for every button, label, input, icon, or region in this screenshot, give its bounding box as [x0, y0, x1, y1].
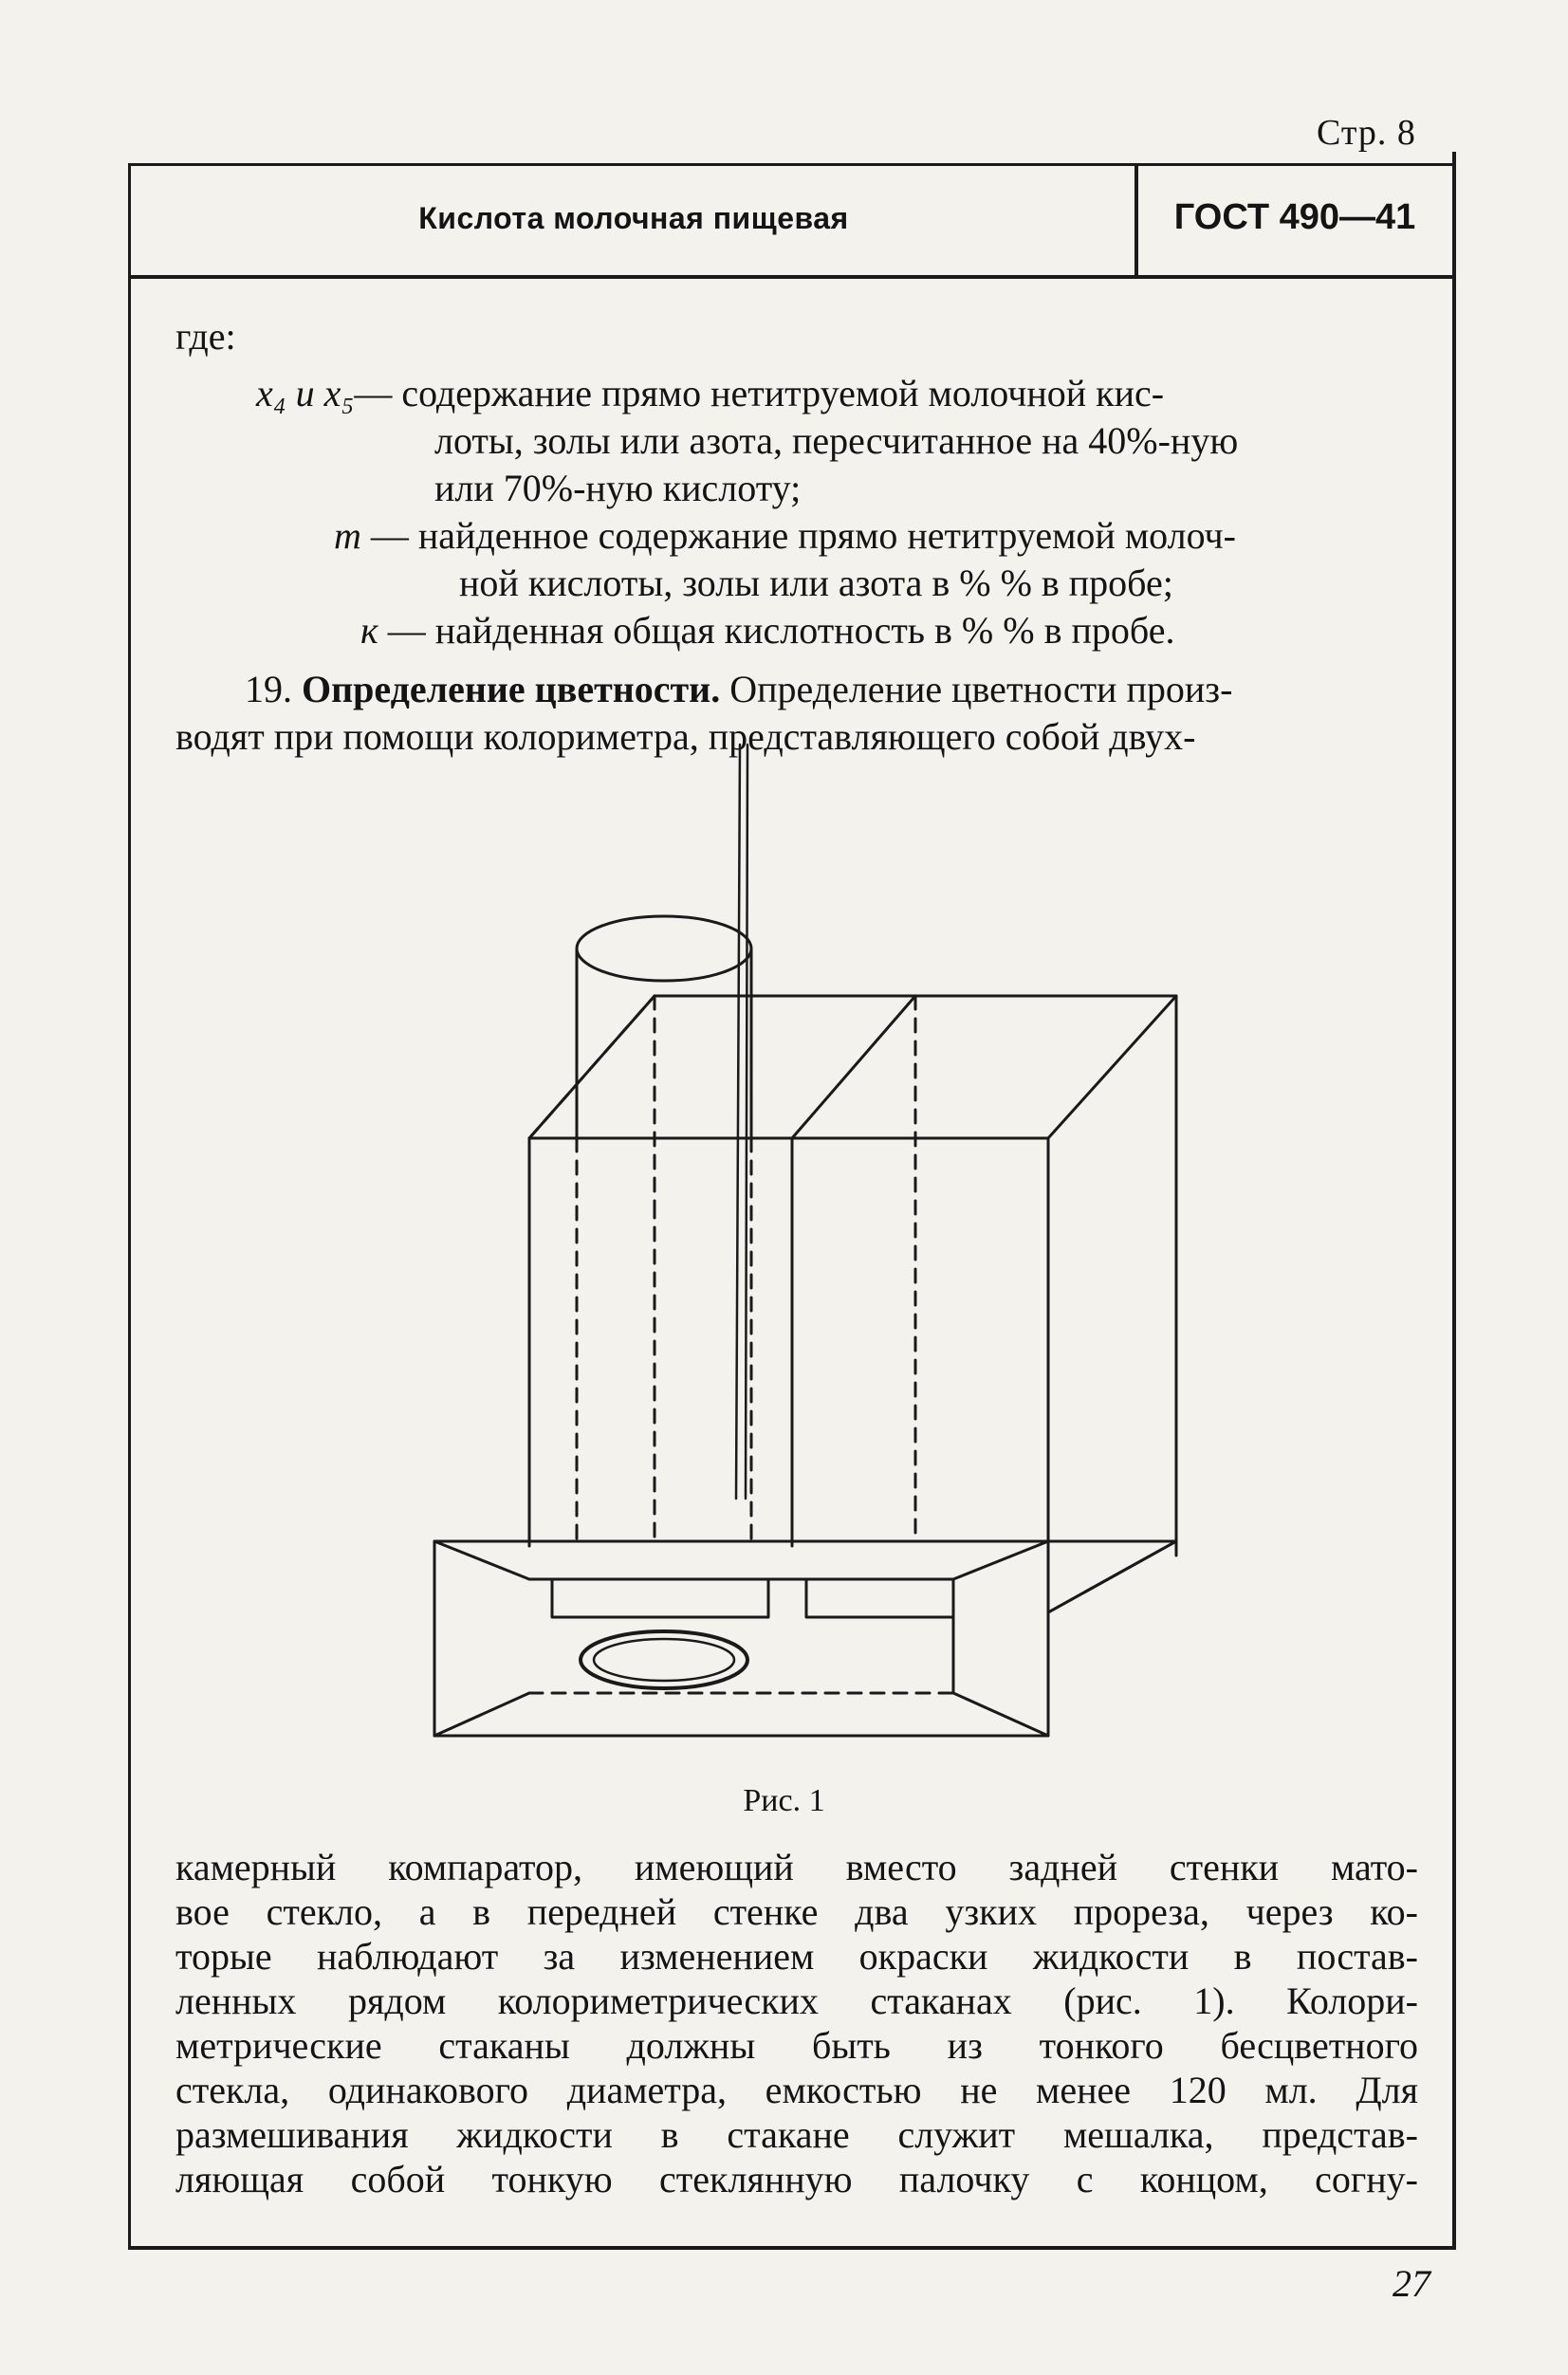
legend-symbol: к: [360, 609, 378, 652]
paragraph-line: ляющая собой тонкую стеклянную палочку с концом, согну-: [175, 2158, 1418, 2200]
viewing-slit-right: [806, 1579, 953, 1617]
base-edge: [953, 1541, 1048, 1579]
paragraph-line: размешивания жидкости в стакане служит мешалка, представ-: [175, 2113, 1418, 2156]
legend-text: или 70%-ную кислоту;: [434, 467, 802, 509]
partition-top-edge: [792, 996, 915, 1138]
legend-intro: где:: [175, 315, 236, 358]
base-edge: [953, 1693, 1048, 1736]
section-text: водят при помощи колориметра, представляющего собой двух-: [175, 715, 1196, 758]
legend-item-x4x5: x₄ и x₅— содержание прямо нетитруемой молочной кис-: [256, 372, 1165, 414]
paragraph-line: торые наблюдают за изменением окраски жидкости в постав-: [175, 1935, 1418, 1978]
base-edge: [434, 1693, 529, 1736]
legend-text: содержание прямо нетитруемой молочной кис-: [401, 372, 1165, 414]
page-number: 27: [1393, 2262, 1430, 2305]
legend-symbol: m: [334, 514, 361, 557]
stirring-rod-line: [736, 745, 740, 1499]
legend-symbol: x₄ и x₅: [256, 372, 355, 414]
legend-text: найденное содержание прямо нетитруемой молоч-: [417, 514, 1236, 557]
legend-text: найденная общая кислотность в % % в пробе.: [434, 609, 1175, 652]
header-top-rule: [128, 163, 1456, 166]
base-edge: [434, 1541, 529, 1579]
legend-item-m: m — найденное содержание прямо нетитруемой молоч-: [334, 514, 1236, 557]
legend-item-x4x5-continued: [434, 417, 1421, 512]
legend-block: [175, 313, 1418, 360]
frame-right-rule: [1452, 152, 1456, 2248]
colorimeter-figure: [417, 740, 1195, 1774]
paragraph-line: метрические стаканы должны быть из тонкого бесцветного: [175, 2024, 1418, 2067]
footer-rule: [128, 2246, 1456, 2250]
glass-top-ellipse: [577, 916, 751, 981]
standard-number: ГОСТ 490—41: [1173, 197, 1416, 237]
legend-item-k: к — найденная общая кислотность в % % в пробе.: [360, 609, 1175, 652]
legend-text: ной кислоты, золы или азота в % % в пробе;: [459, 562, 1173, 604]
legend-item-m-continued: [459, 560, 1417, 607]
document-title: Кислота молочная пищевая: [418, 201, 849, 235]
frame-left-rule: [128, 163, 131, 2246]
paragraph-line: стекла, одинакового диаметра, емкостью не менее 120 мл. Для: [175, 2069, 1418, 2111]
legend-text: лоты, золы или азота, пересчитанное на 40%-ную: [434, 419, 1239, 462]
figure-caption: Рис. 1: [743, 1783, 825, 1818]
continuation-paragraph: [175, 1845, 1418, 2201]
base-outline: [434, 1541, 1176, 1736]
base-edge: [1048, 1541, 1176, 1612]
header-bottom-rule: [128, 275, 1456, 279]
glass-bottom-ellipse-inner: [594, 1639, 734, 1681]
paragraph-line: ленных рядом колориметрических стаканах (рис. 1). Колори-: [175, 1979, 1418, 2022]
page-label-top: Стр. 8: [1317, 113, 1416, 153]
viewing-slit-left: [552, 1579, 768, 1617]
paragraph-line: камерный компаратор, имеющий вместо задней стенки мато-: [175, 1846, 1418, 1888]
section-text: Определение цветности произ-: [729, 668, 1233, 710]
hidden-edge: [529, 996, 655, 1138]
section-19-first-line: [245, 666, 1421, 713]
section-number: 19.: [245, 668, 292, 710]
paragraph-line: вое стекло, а в передней стенке два узких прореза, через ко-: [175, 1890, 1418, 1933]
section-heading: Определение цветности.: [302, 668, 721, 710]
stirring-rod-line: [746, 745, 747, 1499]
